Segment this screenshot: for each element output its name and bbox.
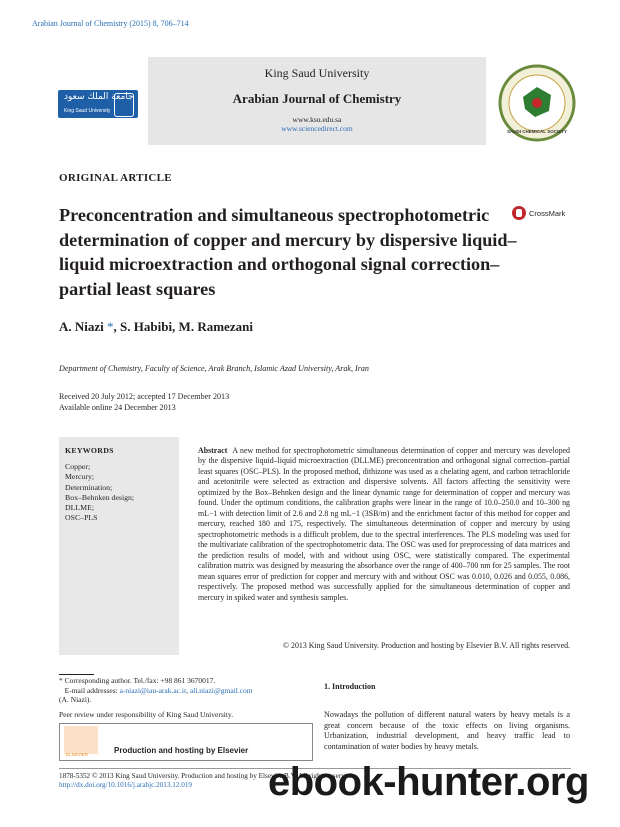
- issn-copyright: 1878-5352 © 2013 King Saud University. Production and hosting by Elsevier B.V. All rights reserved.: [59, 772, 354, 780]
- keyword-item: Mercury;: [65, 472, 95, 482]
- footnote-star: *: [59, 676, 63, 685]
- article-dates: [59, 391, 229, 413]
- peer-review-note: Peer review under responsibility of King Saud University.: [59, 710, 234, 719]
- ksu-url-link[interactable]: www.ksu.edu.sa: [292, 115, 342, 124]
- ksu-logo: [58, 90, 138, 118]
- keywords-title: KEYWORDS: [65, 446, 114, 455]
- corresponding-author-link[interactable]: *: [107, 319, 114, 334]
- crossmark-icon: [512, 206, 526, 220]
- ksu-logo-english: King Saud University: [64, 108, 111, 114]
- keyword-item: Determination;: [65, 482, 113, 492]
- doi-link[interactable]: http://dx.doi.org/10.1016/j.arabjc.2013.12.019: [59, 781, 193, 789]
- keyword-item: Box–Behnken design;: [65, 492, 135, 502]
- keyword-item: OSC–PLS: [65, 513, 98, 523]
- introduction-text: Nowadays the pollution of different natural waters by heavy metals is a great concern because of the toxic effects on living organisms. Urbanization, industrial development, and heavy traffic lead to contamination of water bodies by heavy metals.: [324, 710, 570, 751]
- email-link-2[interactable]: ali.niazi@gmail.com: [189, 685, 253, 695]
- footnote: [59, 676, 309, 705]
- ksu-logo-arabic: جامعة الملك سعود: [64, 92, 134, 102]
- keyword-item: Copper;: [65, 462, 91, 471]
- abstract-label: Abstract: [198, 446, 228, 455]
- journal-name: Arabian Journal of Chemistry: [232, 91, 402, 106]
- keyword-item: DLLME;: [65, 503, 95, 513]
- footnote-rule: [59, 674, 94, 675]
- email-label: E-mail addresses:: [64, 685, 120, 695]
- crossmark-button[interactable]: [512, 206, 565, 220]
- article-type: ORIGINAL ARTICLE: [59, 172, 172, 184]
- watermark: ebook-hunter.org: [268, 760, 589, 804]
- university-name: King Saud University: [264, 66, 370, 80]
- introduction-heading: 1. Introduction: [324, 682, 376, 691]
- affiliation: Department of Chemistry, Faculty of Science, Arak Branch, Islamic Azad University, Arak, Iran: [59, 364, 369, 373]
- logo-lettering: SAUDI CHEMICAL SOCIETY: [507, 129, 567, 134]
- received-date: Received 20 July 2012; accepted 17 December 2013: [59, 392, 230, 401]
- ksu-emblem-icon: [114, 93, 134, 117]
- author-rest: , S. Habibi, M. Ramezani: [113, 319, 253, 334]
- journal-citation[interactable]: Arabian Journal of Chemistry (2015) 8, 706–714: [32, 19, 189, 28]
- keywords-list: [65, 462, 134, 524]
- email-separator: ,: [186, 685, 190, 695]
- abstract: [198, 446, 570, 603]
- author-name-note: (A. Niazi).: [59, 695, 92, 704]
- abstract-copyright: © 2013 King Saud University. Production and hosting by Elsevier B.V. All rights reserved.: [283, 641, 570, 650]
- article-title: Preconcentration and simultaneous spectrophotometric determination of copper and mercury by dispersive liquid–liquid microextraction and orthogonal signal correction–partial least squares: [59, 205, 517, 299]
- author-list: [59, 319, 253, 335]
- sciencedirect-url-link[interactable]: www.sciencedirect.com: [281, 124, 353, 133]
- elsevier-hosting-text: Production and hosting by Elsevier: [114, 746, 249, 755]
- abstract-text: A new method for spectrophotometric simultaneous determination of copper and mercury was developed by the dispersive liquid–liquid microextraction (DLLME) preconcentration and orthogonal signal correction–partial least squares (OSC–PLS). In the proposed method, dithizone was used as a chelating agent, and carbon tetrachloride and acetonitrile were selected as extraction and dispersive solvents. All factors affecting the sensitivity were optimized by the Box–Behnken design and the linear dynamic range for determination of copper and mercury was found. Under the optimum conditions, the calibration graphs were linear in the range of 10.0–250.0 and 10–300 ng mL−1 with detection limit of 2.6 and 2.8 ng mL−1 (3SB/m) and the enrichment factor of this method for copper and mercury, reached 180 and 175, respectively. The simultaneous determination of copper and mercury by using spectrophotometric methods is a difficult problem, due to the spectral interferences. The PLS modeling was used for the multivariate calibration of the spectrophotometric data. The OSC was used for preprocessing of data matrices and the prediction results of model, with and without using OSC, were statistically compared. The experimental calibration matrix was designed by measuring the absorbance over the range of 400–700 nm for 25 samples. The root mean squares error of prediction for copper and mercury with and without OSC was 0.010, 0.026 and 0.055, 0.086, respectively. The proposed method was successfully applied for the simultaneous determination of copper and mercury in spiked water and synthesis samples.: [198, 446, 570, 602]
- saudi-chemical-society-logo: [497, 63, 577, 143]
- elsevier-tree-icon: [64, 726, 98, 754]
- crossmark-label: CrossMark: [529, 208, 566, 218]
- email-link-1[interactable]: a-niazi@iau-arak.ac.ir: [119, 685, 187, 695]
- elsevier-logo-word: ELSEVIER: [66, 752, 89, 757]
- author-first: A. Niazi: [59, 319, 108, 334]
- online-date: Available online 24 December 2013: [59, 403, 176, 412]
- corresponding-author-note: Corresponding author. Tel./fax: +98 861 3670017.: [62, 676, 216, 685]
